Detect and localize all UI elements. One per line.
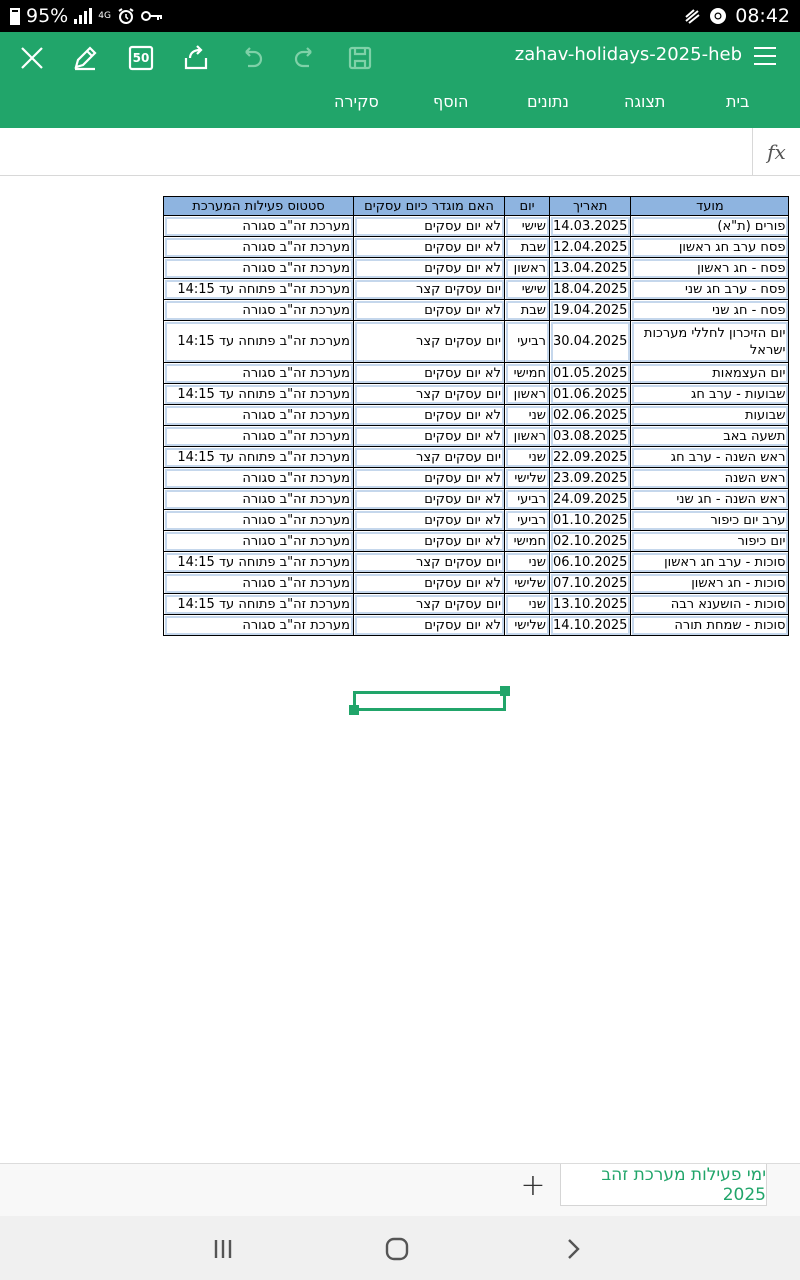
- table-row: [164, 363, 789, 384]
- selection-handle-bottom[interactable]: [349, 705, 359, 715]
- cell-business-day[interactable]: לא יום עסקים: [354, 405, 505, 426]
- table-row: [164, 468, 789, 489]
- zoom-badge-button[interactable]: [123, 40, 159, 76]
- cell-date[interactable]: 12.04.2025: [550, 237, 631, 258]
- cell-date[interactable]: 24.09.2025: [550, 489, 631, 510]
- cell-business-day[interactable]: לא יום עסקים: [354, 468, 505, 489]
- signal-icon: [74, 8, 92, 24]
- cell-occasion[interactable]: תשעה באב: [631, 426, 789, 447]
- close-icon[interactable]: [14, 40, 50, 76]
- cell-date[interactable]: 14.03.2025: [550, 216, 631, 237]
- clock: 08:42: [735, 5, 790, 27]
- cell-system-status[interactable]: מערכת זה"ב סגורה: [164, 573, 354, 594]
- table-row: [164, 489, 789, 510]
- cell-occasion[interactable]: פסח - חג שני: [631, 300, 789, 321]
- cell-business-day[interactable]: יום עסקים קצר: [354, 447, 505, 468]
- header-business-day[interactable]: האם מוגדר כיום עסקים: [354, 197, 505, 216]
- cell-business-day[interactable]: לא יום עסקים: [354, 258, 505, 279]
- cell-day[interactable]: שישי: [505, 216, 550, 237]
- cell-day[interactable]: ראשון: [505, 426, 550, 447]
- table-row: [164, 426, 789, 447]
- cell-date[interactable]: 14.10.2025: [550, 615, 631, 636]
- cell-business-day[interactable]: לא יום עסקים: [354, 573, 505, 594]
- cell-day[interactable]: שבת: [505, 300, 550, 321]
- tab-data[interactable]: נתונים: [527, 92, 569, 111]
- sheet-tab-active[interactable]: ימי פעילות מערכת זהב 2025: [560, 1164, 767, 1206]
- fx-button[interactable]: fx: [752, 128, 800, 176]
- cell-selection[interactable]: [353, 691, 506, 711]
- back-icon[interactable]: [558, 1234, 588, 1264]
- table-row: [164, 510, 789, 531]
- cell-date[interactable]: 22.09.2025: [550, 447, 631, 468]
- header-day[interactable]: יום: [505, 197, 550, 216]
- cell-system-status[interactable]: מערכת זה"ב סגורה: [164, 405, 354, 426]
- cell-date[interactable]: 03.08.2025: [550, 426, 631, 447]
- cell-day[interactable]: רביעי: [505, 489, 550, 510]
- holidays-table: [163, 196, 789, 636]
- status-left: [10, 5, 163, 27]
- table-body: [164, 216, 789, 636]
- cell-occasion[interactable]: שבועות: [631, 405, 789, 426]
- add-sheet-button[interactable]: +: [520, 1167, 546, 1203]
- tab-home[interactable]: בית: [726, 92, 750, 111]
- cell-day[interactable]: שני: [505, 552, 550, 573]
- table-row: [164, 405, 789, 426]
- table-row: [164, 552, 789, 573]
- cell-occasion[interactable]: יום כיפור: [631, 531, 789, 552]
- cell-business-day[interactable]: לא יום עסקים: [354, 510, 505, 531]
- cell-system-status[interactable]: מערכת זה"ב פתוחה עד 14:15: [164, 321, 354, 363]
- battery-level: 95%: [26, 5, 69, 27]
- cell-business-day[interactable]: לא יום עסקים: [354, 531, 505, 552]
- cell-date[interactable]: 30.04.2025: [550, 321, 631, 363]
- cell-system-status[interactable]: מערכת זה"ב סגורה: [164, 300, 354, 321]
- cell-business-day[interactable]: לא יום עסקים: [354, 615, 505, 636]
- table-row: [164, 573, 789, 594]
- alarm-icon: [117, 7, 135, 25]
- cell-business-day[interactable]: יום עסקים קצר: [354, 552, 505, 573]
- status-bar: [0, 0, 800, 32]
- cell-day[interactable]: שישי: [505, 279, 550, 300]
- cell-day[interactable]: חמישי: [505, 363, 550, 384]
- cell-date[interactable]: 13.10.2025: [550, 594, 631, 615]
- key-icon: [141, 9, 163, 23]
- table-row: [164, 531, 789, 552]
- cell-day[interactable]: שני: [505, 594, 550, 615]
- cell-day[interactable]: רביעי: [505, 510, 550, 531]
- table-row: [164, 216, 789, 237]
- table-row: [164, 258, 789, 279]
- tab-review[interactable]: סקירה: [334, 92, 379, 111]
- home-icon[interactable]: [382, 1234, 412, 1264]
- cell-system-status[interactable]: מערכת זה"ב פתוחה עד 14:15: [164, 279, 354, 300]
- sheet-grid[interactable]: [0, 177, 800, 1163]
- header-occasion[interactable]: מועד: [631, 197, 789, 216]
- cell-business-day[interactable]: לא יום עסקים: [354, 489, 505, 510]
- share-icon[interactable]: [178, 40, 214, 76]
- cell-occasion[interactable]: סוכות - הושענא רבה: [631, 594, 789, 615]
- network-type: 4G: [98, 10, 111, 21]
- cell-business-day[interactable]: לא יום עסקים: [354, 426, 505, 447]
- cell-occasion[interactable]: פסח ערב חג ראשון: [631, 237, 789, 258]
- cell-day[interactable]: שבת: [505, 237, 550, 258]
- app-toolbar: [0, 32, 800, 128]
- cell-day[interactable]: שלישי: [505, 468, 550, 489]
- cell-system-status[interactable]: מערכת זה"ב פתוחה עד 14:15: [164, 384, 354, 405]
- cell-system-status[interactable]: מערכת זה"ב סגורה: [164, 468, 354, 489]
- cell-date[interactable]: 01.10.2025: [550, 510, 631, 531]
- edit-pencil-icon[interactable]: [67, 40, 103, 76]
- cell-system-status[interactable]: מערכת זה"ב סגורה: [164, 489, 354, 510]
- table-row: [164, 237, 789, 258]
- status-right: [683, 5, 790, 27]
- cell-system-status[interactable]: מערכת זה"ב סגורה: [164, 531, 354, 552]
- cell-system-status[interactable]: מערכת זה"ב פתוחה עד 14:15: [164, 447, 354, 468]
- ribbon-tabs: [0, 88, 800, 120]
- cell-occasion[interactable]: ראש השנה: [631, 468, 789, 489]
- chrome-icon: [709, 7, 727, 25]
- cell-occasion[interactable]: פסח - ערב חג שני: [631, 279, 789, 300]
- cell-occasion[interactable]: יום הזיכרון לחללי מערכות ישראל: [631, 321, 789, 363]
- cell-date[interactable]: 13.04.2025: [550, 258, 631, 279]
- zoom-badge-number: 50: [132, 51, 150, 65]
- undo-icon[interactable]: [233, 40, 269, 76]
- cell-business-day[interactable]: לא יום עסקים: [354, 363, 505, 384]
- header-system-status[interactable]: סטטוס פעילות המערכת: [164, 197, 354, 216]
- cell-system-status[interactable]: מערכת זה"ב פתוחה עד 14:15: [164, 594, 354, 615]
- cell-day[interactable]: ראשון: [505, 258, 550, 279]
- cell-system-status[interactable]: מערכת זה"ב סגורה: [164, 510, 354, 531]
- cell-business-day[interactable]: יום עסקים קצר: [354, 384, 505, 405]
- table-row: [164, 447, 789, 468]
- system-nav-bar: [0, 1216, 800, 1280]
- cell-day[interactable]: שני: [505, 405, 550, 426]
- selection-handle-top[interactable]: [500, 686, 510, 696]
- table-row: [164, 594, 789, 615]
- table-row: [164, 615, 789, 636]
- cell-system-status[interactable]: מערכת זה"ב סגורה: [164, 216, 354, 237]
- save-icon[interactable]: [342, 40, 378, 76]
- cell-business-day[interactable]: יום עסקים קצר: [354, 594, 505, 615]
- cell-business-day[interactable]: לא יום עסקים: [354, 300, 505, 321]
- cell-business-day[interactable]: יום עסקים קצר: [354, 279, 505, 300]
- table-row: [164, 300, 789, 321]
- cell-system-status[interactable]: מערכת זה"ב סגורה: [164, 615, 354, 636]
- battery-icon: [10, 8, 20, 25]
- cell-occasion[interactable]: ראש השנה - חג שני: [631, 489, 789, 510]
- cell-day[interactable]: רביעי: [505, 321, 550, 363]
- cell-system-status[interactable]: מערכת זה"ב סגורה: [164, 363, 354, 384]
- cell-day[interactable]: חמישי: [505, 531, 550, 552]
- cell-business-day[interactable]: לא יום עסקים: [354, 237, 505, 258]
- cell-occasion[interactable]: שבועות - ערב חג: [631, 384, 789, 405]
- cell-occasion[interactable]: סוכות - חג ראשון: [631, 573, 789, 594]
- header-date[interactable]: תאריך: [550, 197, 631, 216]
- cell-date[interactable]: 02.10.2025: [550, 531, 631, 552]
- tab-insert[interactable]: הוסף: [433, 92, 469, 111]
- table-row: [164, 384, 789, 405]
- cell-date[interactable]: 23.09.2025: [550, 468, 631, 489]
- cell-date[interactable]: 01.05.2025: [550, 363, 631, 384]
- sheet-tab-bar: [0, 1163, 800, 1216]
- redo-icon[interactable]: [288, 40, 324, 76]
- cell-occasion[interactable]: סוכות - שמחת תורה: [631, 615, 789, 636]
- cell-date[interactable]: 18.04.2025: [550, 279, 631, 300]
- cell-date[interactable]: 01.06.2025: [550, 384, 631, 405]
- hamburger-menu-icon[interactable]: [754, 44, 780, 70]
- cell-system-status[interactable]: מערכת זה"ב סגורה: [164, 237, 354, 258]
- formula-input[interactable]: [0, 128, 752, 176]
- cell-day[interactable]: שני: [505, 447, 550, 468]
- table-row: [164, 279, 789, 300]
- wifi-calling-icon: [683, 7, 701, 25]
- cell-date[interactable]: 02.06.2025: [550, 405, 631, 426]
- table-row: [164, 321, 789, 363]
- toolbar-actions: [0, 32, 800, 82]
- cell-business-day[interactable]: יום עסקים קצר: [354, 321, 505, 363]
- cell-system-status[interactable]: מערכת זה"ב סגורה: [164, 426, 354, 447]
- cell-occasion[interactable]: ערב יום כיפור: [631, 510, 789, 531]
- cell-date[interactable]: 06.10.2025: [550, 552, 631, 573]
- cell-day[interactable]: ראשון: [505, 384, 550, 405]
- table-header-row: [164, 197, 789, 216]
- cell-occasion[interactable]: פורים (ת"א): [631, 216, 789, 237]
- tab-view[interactable]: תצוגה: [624, 92, 666, 111]
- cell-system-status[interactable]: מערכת זה"ב סגורה: [164, 258, 354, 279]
- cell-date[interactable]: 07.10.2025: [550, 573, 631, 594]
- cell-day[interactable]: שלישי: [505, 573, 550, 594]
- cell-business-day[interactable]: לא יום עסקים: [354, 216, 505, 237]
- document-title: zahav-holidays-2025-heb: [514, 44, 742, 65]
- cell-date[interactable]: 19.04.2025: [550, 300, 631, 321]
- cell-occasion[interactable]: ראש השנה - ערב חג: [631, 447, 789, 468]
- cell-occasion[interactable]: יום העצמאות: [631, 363, 789, 384]
- cell-system-status[interactable]: מערכת זה"ב פתוחה עד 14:15: [164, 552, 354, 573]
- cell-day[interactable]: שלישי: [505, 615, 550, 636]
- recent-apps-icon[interactable]: [208, 1234, 238, 1264]
- formula-bar: [0, 128, 800, 176]
- cell-occasion[interactable]: סוכות - ערב חג ראשון: [631, 552, 789, 573]
- cell-occasion[interactable]: פסח - חג ראשון: [631, 258, 789, 279]
